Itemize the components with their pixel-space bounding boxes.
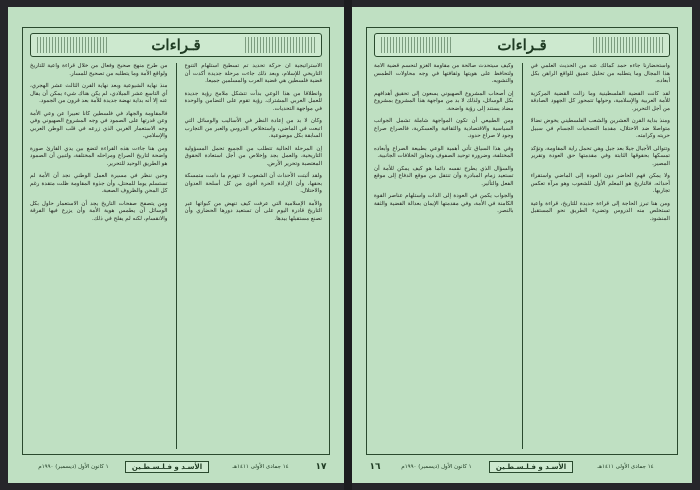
- section-title: قـراءات: [143, 36, 208, 54]
- paragraph: وكيف سيتحدث صالحة من مقاومة الغزو لنحسم قضية الأمة ولتحافظ على هويتها وثقافتها في وجه محاولات الطمس والتشويه.: [374, 63, 514, 84]
- paragraph: وفي هذا السياق تأتي أهمية الوعي بطبيعة الصراع وأبعاده المختلفة، وضرورة توحيد الصفوف وتجاوز الخلافات الجانبية.: [374, 145, 514, 159]
- section-header: [374, 33, 670, 57]
- footer-date: ١ كانون الأول (ديسمبر) ١٩٩٠م: [38, 464, 109, 470]
- paragraph: وانطلاقا من هذا الوعي بدأت تتشكل ملامح رؤية جديدة للعمل العربي المشترك، رؤية تقوم على التضامن والوحدة في مواجهة التحديات.: [184, 90, 322, 112]
- paragraph: ومن الطبيعي أن تكون المواجهة شاملة تشمل الجوانب السياسية والاقتصادية والثقافية والعسكرية، فالصراع صراع وجود لا صراع حدود.: [374, 118, 514, 139]
- column-divider: [176, 63, 177, 449]
- text-column-right: [185, 63, 323, 449]
- page-footer: [366, 459, 678, 475]
- section-header: [30, 33, 322, 57]
- book-gutter: [344, 0, 352, 490]
- footer-date: ١ كانون الأول (ديسمبر) ١٩٩٠م: [401, 464, 472, 470]
- paragraph: لقد كانت القضية الفلسطينية وما زالت القضية المركزية للأمة العربية والإسلامية، وحولها تتمحور كل الجهود الصادقة من أجل التحرير.: [530, 90, 670, 112]
- paragraph: الاستراتيجية آن حركة تحديد تم تسطيح استلهام التنوع التاريخي للإسلام، وبعد ذلك جاءت مرحلة جديدة أكدت أن قضية فلسطين هي قضية العرب والمسلمين جميعا.: [184, 63, 322, 84]
- article-body: [30, 63, 322, 449]
- footer-brand: الأسـد و فـلـسـطـين: [125, 461, 209, 473]
- page-number: ١٧: [315, 462, 327, 472]
- paragraph: ومن هنا جاءت هذه القراءة لتضع بين يدي القارئ صورة واضحة لتاريخ الصراع ومراحله المختلفة، ولتبين أن الصمود هو الطريق الوحيد للتحرير.: [30, 145, 168, 167]
- page-number: ١٦: [369, 462, 381, 472]
- text-column-left: [374, 63, 514, 449]
- paragraph: وكان لا بد من إعادة النظر في الأساليب والوسائل التي اتبعت في الماضي، واستخلاص الدروس والعبر من التجارب السابقة بكل موضوعية.: [184, 118, 322, 139]
- paragraph: فالمقاومة والجهاد في فلسطين كانا تعبيرا عن وعي الأمة وعن قدرتها على الصمود في وجه المشروع الصهيوني وفي وجه الاستعمار الغربي الذي زرعه في قلب الوطن العربي والإسلامي.: [30, 110, 168, 139]
- paragraph: ومن يتصفح صفحات التاريخ يجد أن الاستعمار حاول بكل الوسائل أن يطمس هوية الأمة وأن يزرع فيها الفرقة والانقسام، لكنه لم يفلح في ذلك.: [30, 200, 168, 222]
- text-column-left: [30, 63, 168, 449]
- paragraph: منذ نهاية الشيوعية وبعد نهاية القرن الثالث عشر الهجري، أي التاسع عشر الميلادي، لم يكن هناك شيء يمكن أن يقال عنه إلا أنه بداية نهضة جديدة للأمة بعد قرون من الجمود.: [30, 83, 168, 104]
- paragraph: إن المرحلة الحالية تتطلب من الجميع تحمل المسؤولية التاريخية، والعمل بجد وإخلاص من أجل استعادة الحقوق المغتصبة وتحرير الأرض.: [184, 145, 322, 167]
- header-ornament-right: [245, 37, 315, 53]
- paragraph: ولا يمكن فهم الحاضر دون العودة إلى الماضي واستقراء أحداثه، فالتاريخ هو المعلم الأول للشعوب وهو مرآة تعكس تجاربها.: [530, 173, 670, 194]
- paragraph: واستحضارنا جاءه حمد كمالك عنه من الحديث العلمي في هذا المجال وما يتطلبه من تحليل عميق للواقع الراهن بكل أبعاده.: [530, 63, 670, 84]
- left-page: [8, 7, 344, 483]
- paragraph: ولقد أثبتت الأحداث أن الشعوب لا تنهزم ما دامت متمسكة بحقها، وأن الإرادة الحرة أقوى من كل أسلحة العدوان والاحتلال.: [184, 173, 322, 194]
- footer-hijri-date: ١٤ جمادى الأولى ١٤١١هـ: [232, 464, 289, 470]
- paragraph: والجواب يكمن في العودة إلى الذات واستلهام عناصر القوة الكامنة في الأمة، وفي مقدمتها الإيمان بعدالة القضية والثقة بالنصر.: [374, 193, 514, 214]
- page-footer: [22, 459, 330, 475]
- paragraph: والسؤال الذي يطرح نفسه دائما هو كيف يمكن للأمة أن تستعيد زمام المبادرة وأن تنتقل من موقع الدفاع إلى موقع الفعل والتأثير.: [374, 165, 514, 187]
- right-page: [352, 7, 692, 483]
- header-ornament-left: [37, 37, 107, 53]
- paragraph: والأمة الإسلامية التي عرفت كيف تنهض من كبواتها عبر التاريخ قادرة اليوم على أن تستعيد دورها الحضاري وأن تصنع مستقبلها بيدها.: [184, 200, 322, 222]
- footer-hijri-date: ١٤ جمادى الأولى ١٤١١هـ: [597, 464, 654, 470]
- section-title: قـراءات: [489, 36, 554, 54]
- paragraph: إن أصحاب المشروع الصهيوني يسعون إلى تحقيق أهدافهم بكل الوسائل، ولذلك لا بد من مواجهة هذا المشروع بمشروع مضاد يستند إلى رؤية واضحة.: [374, 90, 514, 112]
- column-divider: [522, 63, 523, 449]
- header-ornament-right: [593, 37, 663, 53]
- article-body: [374, 63, 670, 449]
- paragraph: وتتوالى الأجيال جيلا بعد جيل وهي تحمل راية المقاومة، وتؤكد تمسكها بحقوقها الثابتة وفي مقدمتها حق العودة وتقرير المصير.: [530, 145, 670, 167]
- text-column-right: [531, 63, 671, 449]
- paragraph: وحين ننظر في مسيرة العمل الوطني نجد أن الأمة لم تستسلم يوما للمحتل، وأن جذوة المقاومة ظلت متقدة رغم كل المحن والظروف الصعبة.: [30, 173, 168, 194]
- paragraph: ومن هنا تبرز الحاجة إلى قراءة جديدة للتاريخ، قراءة واعية تستخلص منه الدروس وتضيء الطريق نحو المستقبل المنشود.: [530, 200, 670, 222]
- footer-brand: الأسـد و فـلـسـطـين: [489, 461, 573, 473]
- paragraph: ومنذ بداية القرن العشرين والشعب الفلسطيني يخوض نضالا متواصلا ضد الاحتلال، مقدما التضحيات الجسام في سبيل حريته وكرامته.: [530, 118, 670, 139]
- paragraph: من طرح منهج صحيح وفعال من خلال قراءة واعية للتاريخ ولواقع الأمة وما يتطلبه من تصحيح للمسار.: [30, 63, 168, 77]
- header-ornament-left: [381, 37, 451, 53]
